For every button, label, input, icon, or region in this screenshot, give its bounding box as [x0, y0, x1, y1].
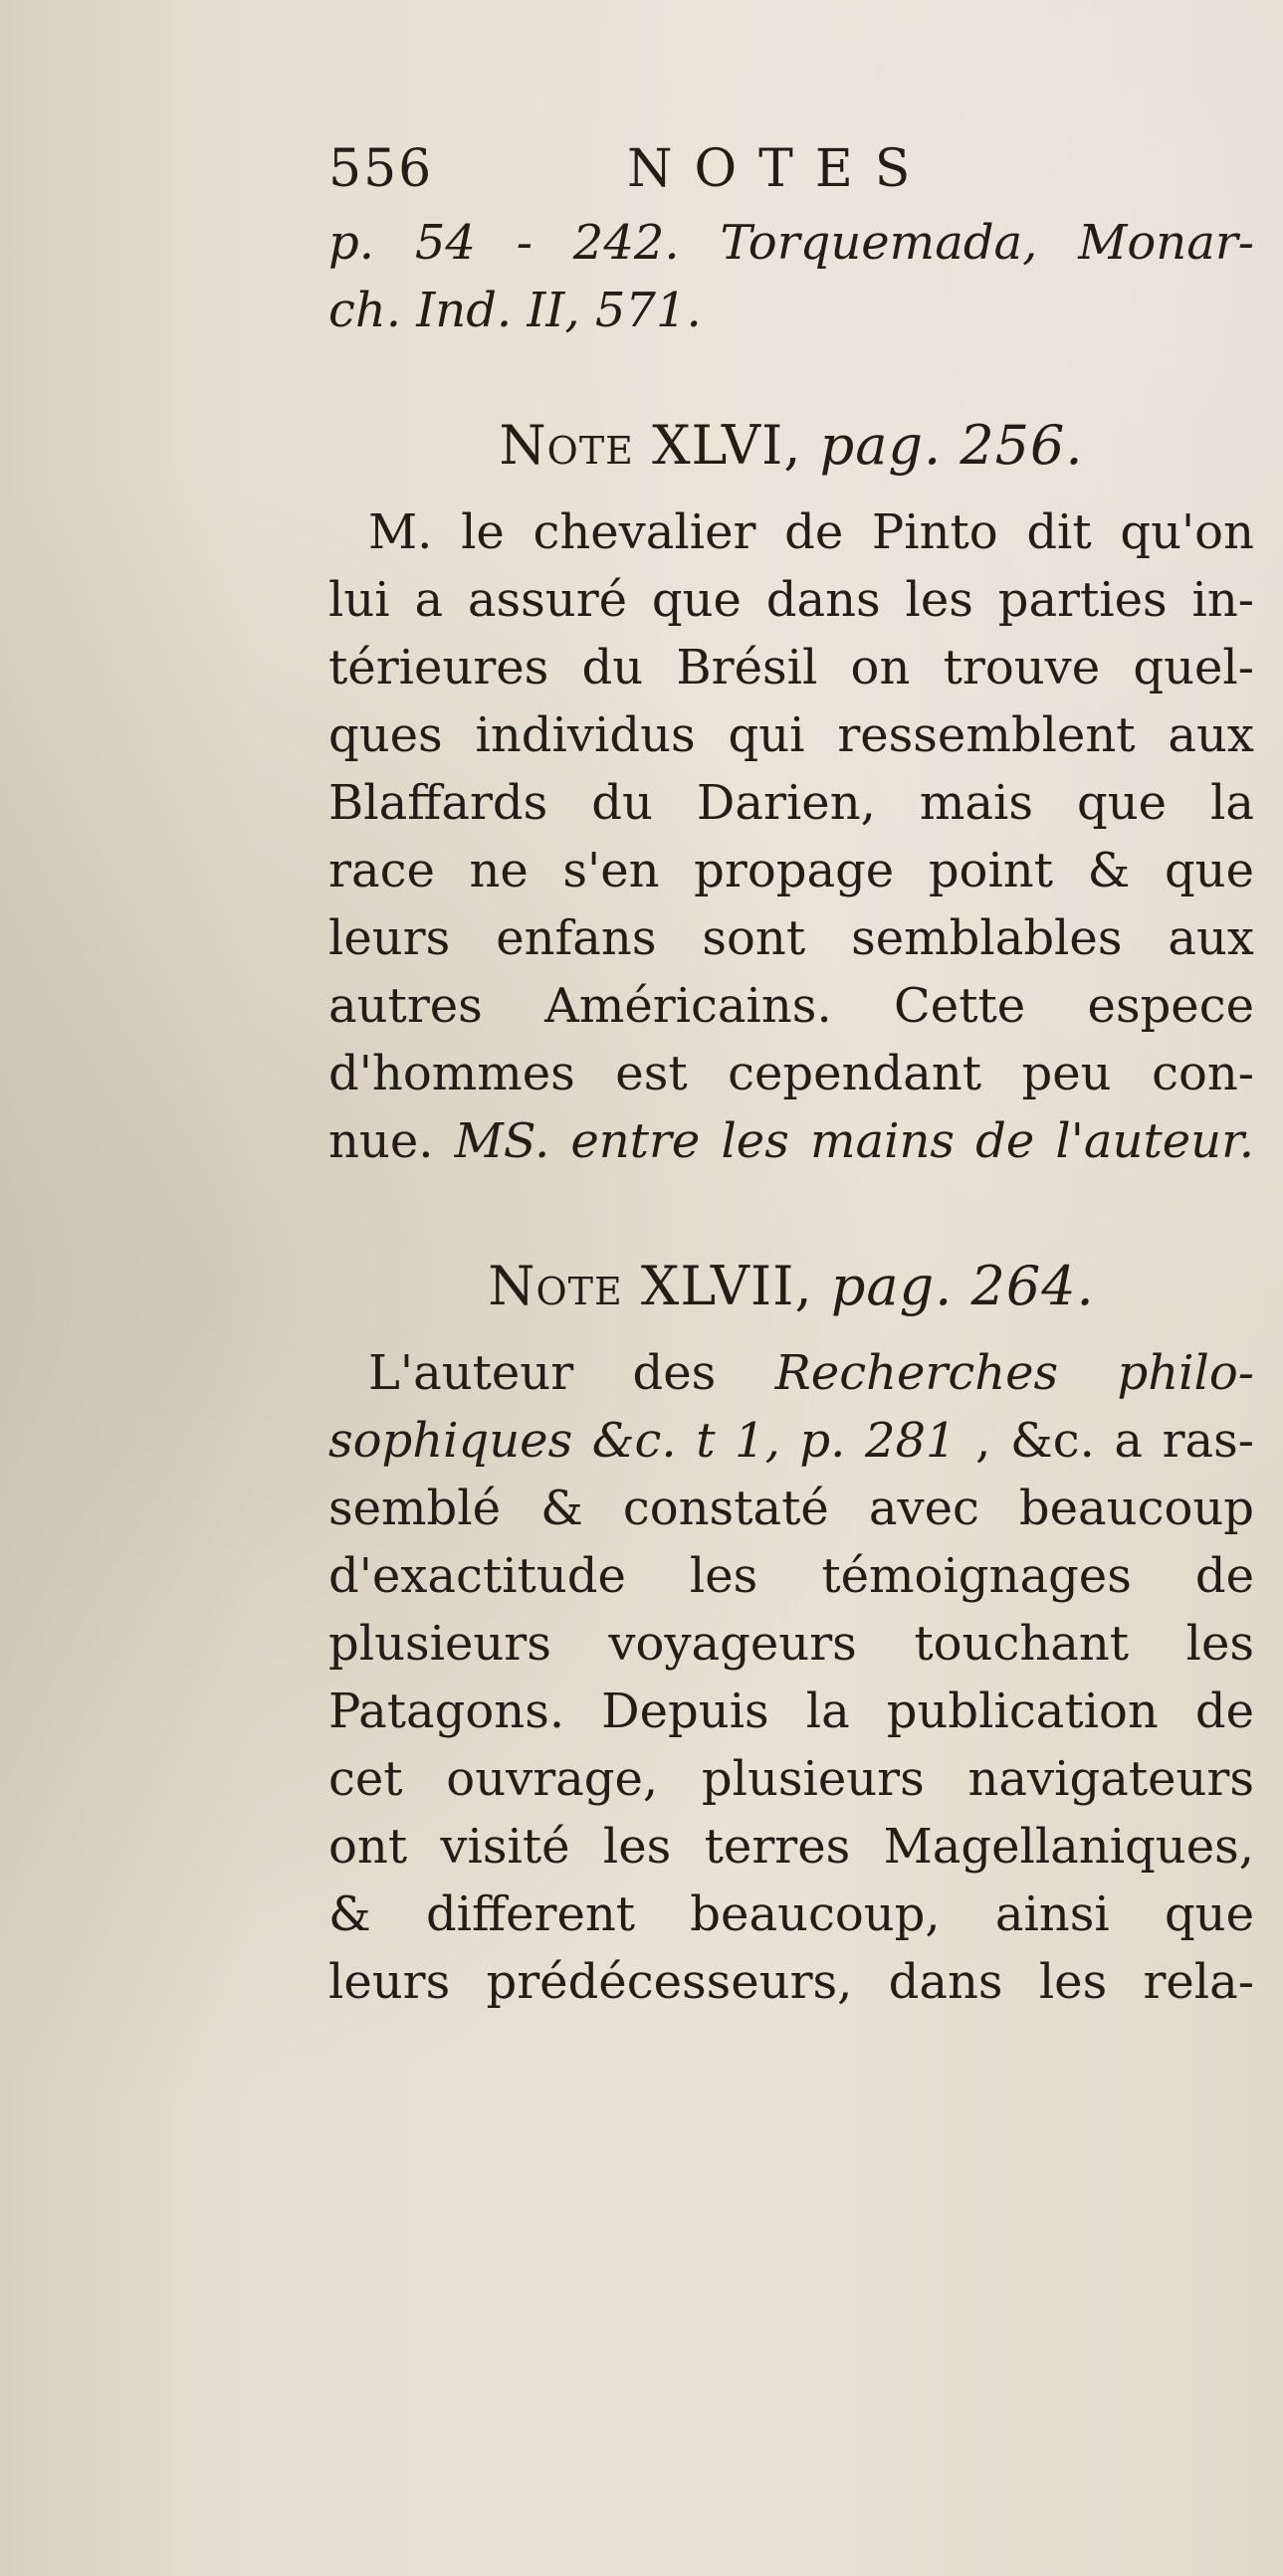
note-47-book-title: Recherches philo- [774, 1345, 1254, 1401]
note-46-source: MS. entre les mains de l'auteur. [454, 1113, 1255, 1169]
note-47-book-ref: sophiques &c. t 1, p. 281 [328, 1413, 957, 1469]
note-47-heading-page: pag. 264. [830, 1255, 1095, 1317]
carryover-citation: Torquemada, Monar- [720, 215, 1254, 271]
note-47-line-2-b: , &c. a ras- [975, 1413, 1255, 1469]
note-47-line: cet ouvrage, plusieurs navigateurs [328, 1751, 1254, 1807]
page-number: 556 [328, 139, 434, 199]
note-46-line: ques individus qui ressemblent aux [328, 707, 1254, 763]
note-47-heading-word: Note [488, 1255, 623, 1317]
note-47-line: & different beaucoup, ainsi que [328, 1886, 1254, 1942]
note-46-line: leurs enfans sont semblables aux [328, 910, 1254, 966]
note-46-body [328, 498, 1254, 1175]
running-head [328, 139, 1254, 209]
note-46-line: race ne s'en propage point & que [328, 843, 1254, 898]
note-47-line: semblé & constaté avec beaucoup [328, 1481, 1254, 1536]
note-47-line: d'exactitude les témoignages de [328, 1548, 1254, 1604]
note-46-heading [328, 414, 1254, 477]
running-title: NOTES [627, 139, 933, 199]
note-47-heading-number: XLVII, [640, 1255, 813, 1317]
note-47-body [328, 1339, 1254, 2016]
note-47-heading [328, 1255, 1254, 1317]
carryover-line-2: ch. Ind. II, 571. [328, 283, 702, 338]
note-46-line: térieures du Brésil on trouve quel- [328, 640, 1254, 695]
note-47-line: ont visité les terres Magellaniques, [328, 1819, 1254, 1875]
note-46-heading-word: Note [499, 414, 634, 477]
text-block [328, 139, 1254, 2026]
note-47-line-1 [328, 1339, 1254, 1407]
note-46-heading-page: pag. 256. [819, 414, 1084, 477]
note-47-line-2 [328, 1407, 1254, 1475]
note-47-line: Patagons. Depuis la publication de [328, 1684, 1254, 1739]
note-47-line-1-a: L'auteur des [368, 1345, 717, 1401]
note-46-line: M. le chevalier de Pinto dit qu'on [368, 504, 1254, 560]
note-47-line: leurs prédécesseurs, dans les rela- [328, 1954, 1254, 2010]
carryover-line-1 [328, 209, 1254, 277]
note-46-last-word: nue. [328, 1113, 434, 1169]
note-46-heading-number: XLVI, [652, 414, 802, 477]
note-46-line: Blaffards du Darien, mais que la [328, 775, 1254, 831]
note-46-line: d'hommes est cependant peu con- [328, 1046, 1254, 1101]
note-46-line: autres Américains. Cette espece [328, 978, 1254, 1034]
note-46-last-line [328, 1107, 1254, 1175]
note-47-line: plusieurs voyageurs touchant les [328, 1616, 1254, 1672]
note-46-line: lui a assuré que dans les parties in- [328, 572, 1254, 628]
carryover-ref: p. 54 - 242. [328, 215, 680, 271]
